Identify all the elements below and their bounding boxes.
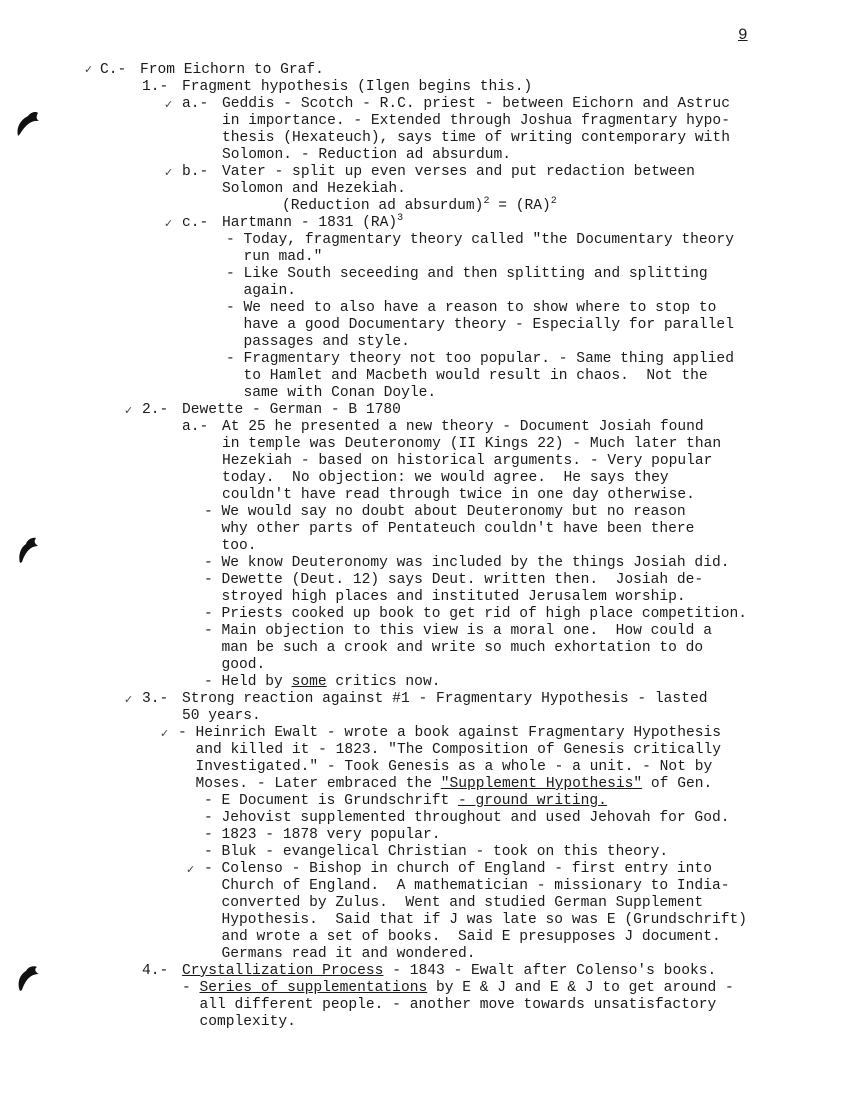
item-4-line: complexity. [182,1014,296,1030]
series-underlined: Series of supplementations [199,980,428,996]
item-4-line: all different people. - another move towards unsatisfactory [182,997,717,1013]
item-1c-bullet: same with Conan Doyle. [226,385,437,401]
item-4-title [182,963,716,980]
item-2-bullet: - We know Deuteronomy was included by the things Josiah did. [204,555,730,571]
item-2a-line: Hezekiah - based on historical arguments. - Very popular [222,453,713,469]
series-prefix: - [182,980,200,996]
item-3-bullet: - Colenso - Bishop in church of England - first entry into [204,861,712,877]
item-1c-label: c.- [182,215,209,231]
item-1c-bullet: - We need to also have a reason to show where to stop to [226,300,717,316]
item-2-text: Dewette - German - B 1780 [182,402,401,418]
pencil-checkmark-icon: ✓ [164,166,174,179]
pencil-checkmark-icon: ✓ [160,727,170,740]
item-1b-line: Solomon and Hezekiah. [222,181,406,197]
pencil-checkmark-icon: ✓ [124,404,134,417]
item-1c-bullet: - Like South seceeding and then splitting and splitting [226,266,708,282]
item-1c-bullet: to Hamlet and Macbeth would result in chaos. Not the [226,368,708,384]
item-1c-bullet: - Today, fragmentary theory called "the Documentary theory [226,232,734,248]
ewalt-line: Investigated." - Took Genesis as a whole - a unit. - Not by [178,759,713,775]
ewalt-last-prefix: Moses. - Later embraced the [178,776,441,792]
item-2-bullet: man be such a crook and write so much exhortation to do [204,640,704,656]
item-1-text: Fragment hypothesis (Ilgen begins this.) [182,79,533,95]
ewalt-line: and killed it - 1823. "The Composition of Genesis critically [178,742,721,758]
item-1c-first-row [182,215,403,232]
item-1c-bullet: run mad." [226,249,323,265]
item-2-bullet: good. [204,657,266,673]
page-number: 9 [738,26,748,44]
item-3-line: Strong reaction against #1 - Fragmentary Hypothesis - lasted [182,691,708,707]
item-3-bullet: Church of England. A mathematician - missionary to India- [204,878,730,894]
item-1a-line: in importance. - Extended through Joshua fragmentary hypo- [222,113,730,129]
item-2a-line: At 25 he presented a new theory - Document Josiah found [222,419,704,435]
item-3-bullet: and wrote a set of books. Said E presupposes J document. [204,929,721,945]
item-2-label: 2.- [142,402,169,418]
held-underlined: some [291,674,327,690]
item-1c-exponent: 3 [397,213,404,224]
formula-left: (Reduction ad absurdum) [282,198,484,214]
item-2a-line: couldn't have read through twice in one day otherwise. [222,487,695,503]
ewalt-line: - Heinrich Ewalt - wrote a book against Fragmentary Hypothesis [178,725,721,741]
item-1c-text [222,215,403,232]
item-2-bullet: - Dewette (Deut. 12) says Deut. written then. Josiah de- [204,572,704,588]
item-1b-label: b.- [182,164,209,180]
held-suffix: critics now. [326,674,441,690]
pencil-checkmark-icon: ✓ [84,63,94,76]
binder-hole-icon [14,962,40,992]
binder-hole-icon [14,534,40,564]
e-document-line [204,793,607,810]
ewalt-last-suffix: of Gen. [642,776,713,792]
item-1a-label: a.- [182,96,209,112]
item-1-heading [142,79,532,96]
crystallization-process-underlined: Crystallization Process [182,963,384,979]
item-2-bullet: too. [204,538,257,554]
e-doc-underlined: - ground writing. [457,793,607,809]
item-2-held-line [204,674,440,691]
supplement-hypothesis-underlined: "Supplement Hypothesis" [440,776,643,792]
item-2-bullet: - Main objection to this view is a moral one. How could a [204,623,712,639]
pencil-checkmark-icon: ✓ [164,217,174,230]
item-2-bullet: stroyed high places and instituted Jerusalem worship. [204,589,686,605]
item-3-bullet: - Bluk - evangelical Christian - took on this theory. [204,844,669,860]
item-1c-bullet: - Fragmentary theory not too popular. - Same thing applied [226,351,734,367]
item-2-bullet: - Priests cooked up book to get rid of high place competition. [204,606,747,622]
item-1c-bullet: again. [226,283,297,299]
pencil-checkmark-icon: ✓ [186,863,196,876]
pencil-checkmark-icon: ✓ [124,693,134,706]
formula-equals: = [498,198,507,214]
item-4-title-suffix: - 1843 - Ewalt after Colenso's books. [383,963,717,979]
item-3-bullet: Germans read it and wondered. [204,946,476,962]
item-1c-bullet: have a good Documentary theory - Especially for parallel [226,317,734,333]
item-2a-line: today. No objection: we would agree. He says they [222,470,669,486]
item-4-series-line [182,980,734,997]
item-3-bullet: - 1823 - 1878 very popular. [204,827,441,843]
item-1c-bullet: passages and style. [226,334,410,350]
section-c-label: C.- [100,62,127,78]
item-2a-line: in temple was Deuteronomy (II Kings 22) - Much later than [222,436,722,452]
pencil-checkmark-icon: ✓ [164,98,174,111]
item-1a-first-row [182,96,730,113]
item-1-label: 1.- [142,79,169,95]
item-1a-line: thesis (Hexateuch), says time of writing contemporary with [222,130,730,146]
formula-right: (RA) [515,198,551,214]
section-c-title: From Eichorn to Graf. [140,62,324,78]
item-2-heading [142,402,401,419]
item-3-bullet: converted by Zulus. Went and studied German Supplement [204,895,704,911]
item-3-bullet: - Jehovist supplemented throughout and used Jehovah for God. [204,810,730,826]
item-2-bullet: why other parts of Pentateuch couldn't have been there [204,521,695,537]
item-1a-line: Geddis - Scotch - R.C. priest - between Eichorn and Astruc [222,96,730,112]
ewalt-last-line [178,776,712,793]
item-3-bullet: Hypothesis. Said that if J was late so was E (Grundschrift) [204,912,747,928]
section-c-heading [100,62,324,79]
binder-hole-icon [14,108,40,138]
formula-exponent: 2 [550,196,557,207]
item-1b-first-row [182,164,695,181]
item-1a-line: Solomon. - Reduction ad absurdum. [222,147,512,163]
item-3-line: 50 years. [182,708,261,724]
item-1b-line: Vater - split up even verses and put redaction between [222,164,695,180]
item-2a-first-row [182,419,704,436]
formula-exponent: 2 [483,196,490,207]
item-1c-title: Hartmann - 1831 (RA) [222,215,398,231]
item-3-label: 3.- [142,691,169,707]
item-4-label: 4.- [142,963,169,979]
item-2-bullet: - We would say no doubt about Deuteronomy but no reason [204,504,686,520]
item-2a-label: a.- [182,419,209,435]
series-suffix: by E & J and E & J to get around - [427,980,734,996]
e-doc-prefix: - E Document is Grundschrift [204,793,458,809]
item-4-heading [142,963,716,980]
item-1b-formula [282,198,557,215]
item-3-first-row [142,691,707,708]
held-prefix: - Held by [204,674,292,690]
